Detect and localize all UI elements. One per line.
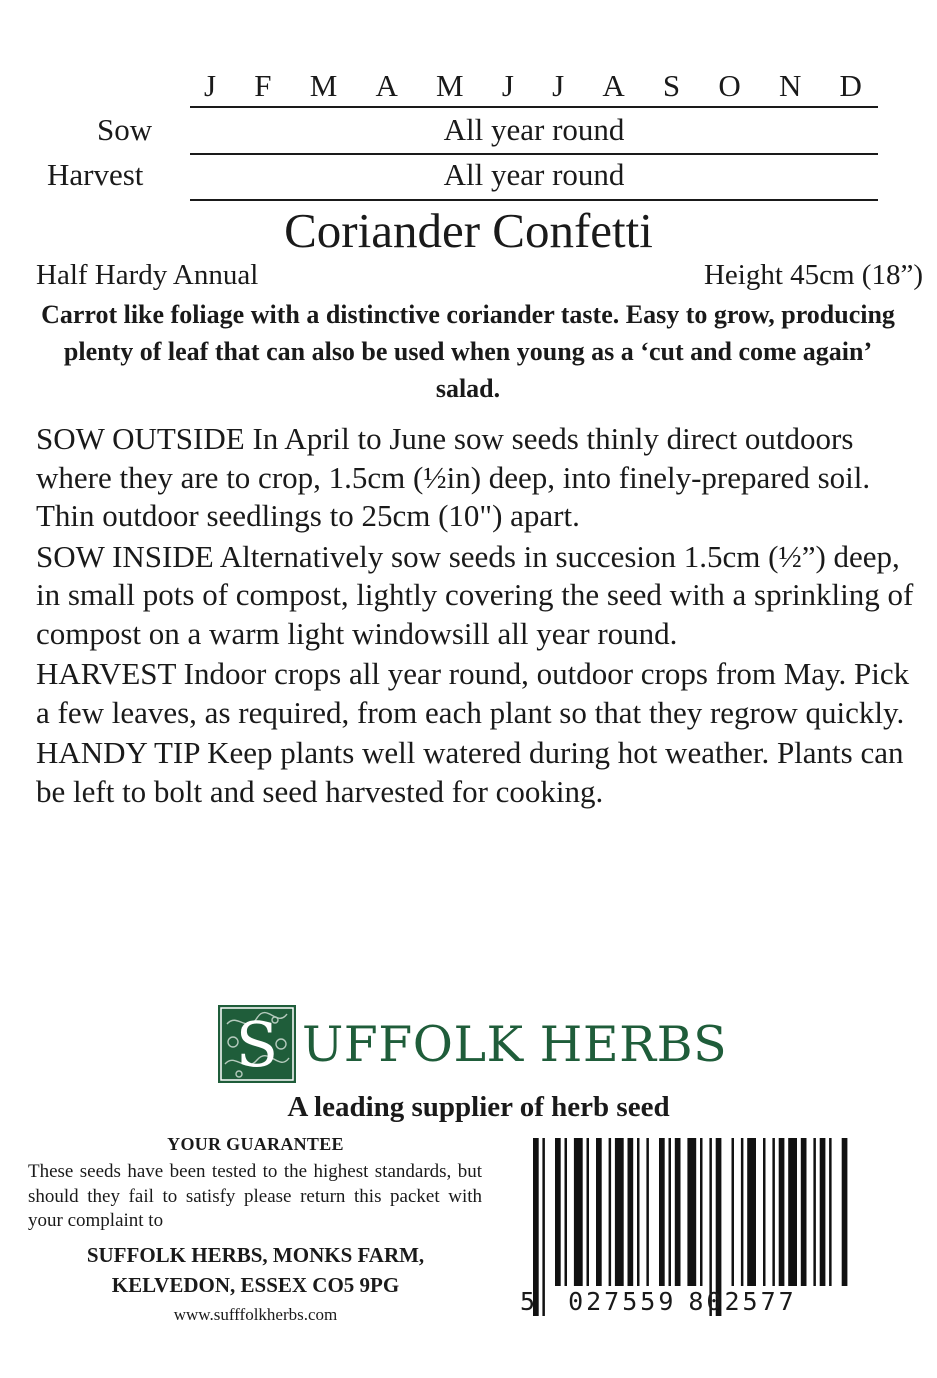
- barcode-bar: [813, 1138, 816, 1286]
- barcode-left-group: 027559: [568, 1287, 677, 1316]
- month-header: [190, 68, 876, 106]
- logo-initial-icon: [217, 1004, 297, 1084]
- product-title: Coriander Confetti: [284, 203, 653, 258]
- barcode-bar: [700, 1138, 703, 1286]
- instruction-sow-outside: [36, 420, 921, 536]
- barcode-bar: [772, 1138, 775, 1286]
- instructions: [36, 420, 921, 813]
- month-5: J: [501, 68, 514, 103]
- instruction-heading: HARVEST: [36, 656, 176, 691]
- month-9: O: [718, 68, 741, 103]
- harvest-value: All year round: [443, 157, 625, 192]
- barcode-bar: [574, 1138, 583, 1286]
- barcode-bar: [732, 1138, 735, 1286]
- barcode-bar: [801, 1138, 807, 1286]
- barcode-bar: [747, 1138, 756, 1286]
- month-11: D: [839, 68, 862, 103]
- product-description: Carrot like foliage with a distinctive coriander taste. Easy to grow, producing plenty of leaf that can also be used when young as a ‘cut and come again’ salad.: [41, 300, 895, 403]
- guarantee-body: These seeds have been tested to the highest standards, but should they fail to satisfy please return this packet with your complaint to: [28, 1161, 482, 1231]
- brand-tagline: A leading supplier of herb seed: [287, 1091, 670, 1123]
- barcode-bar: [587, 1138, 590, 1286]
- barcode-right-group: 802577: [688, 1287, 797, 1316]
- barcode-bar: [842, 1138, 848, 1286]
- month-6: J: [552, 68, 565, 103]
- guarantee-address: [28, 1240, 483, 1300]
- month-8: S: [662, 68, 681, 103]
- barcode-first-digit: 5: [520, 1287, 539, 1316]
- barcode-bar: [555, 1138, 561, 1286]
- barcode-bar: [829, 1138, 832, 1286]
- barcode-bar: [637, 1138, 640, 1286]
- instruction-text: In April to June sow seeds thinly direct outdoors where they are to crop, 1.5cm (½in) deep, into finely-prepared soil. Thin outdoor seedlings to 25cm (10") apart.: [36, 421, 871, 533]
- plant-type: Half Hardy Annual: [36, 259, 259, 291]
- logo-initial-letter: S: [235, 1008, 279, 1081]
- barcode-bar: [763, 1138, 766, 1286]
- month-2: M: [309, 68, 338, 103]
- sow-value: All year round: [443, 112, 625, 147]
- barcode-bar: [659, 1138, 665, 1286]
- instruction-heading: SOW INSIDE: [36, 538, 214, 574]
- guarantee-heading: YOUR GUARANTEE: [167, 1134, 344, 1154]
- barcode-bar: [628, 1138, 634, 1286]
- barcode-bar: [646, 1138, 649, 1286]
- instruction-text: Keep plants well watered during hot weather. Plants can be left to bolt and seed harvested for cooking.: [36, 735, 904, 809]
- barcode-bar: [741, 1138, 744, 1286]
- barcode-bar: [779, 1138, 785, 1286]
- instruction-text: Alternatively sow seeds in succesion 1.5cm (½”) deep, in small pots of compost, lightly covering the seed with a sprinkling of compost on a warm light windowsill all year round.: [36, 538, 914, 651]
- month-7: A: [602, 68, 625, 103]
- barcode-bar: [820, 1138, 826, 1286]
- barcode-bar: [609, 1138, 612, 1286]
- instruction-harvest: [36, 655, 921, 732]
- month-0: J: [204, 68, 217, 103]
- barcode-number: [520, 1287, 856, 1316]
- sow-label: Sow: [97, 112, 153, 147]
- calendar-rule-top: [190, 106, 878, 108]
- barcode-bar: [565, 1138, 568, 1286]
- month-4: M: [436, 68, 464, 103]
- barcode-bar: [675, 1138, 681, 1286]
- address-line-2: KELVEDON, ESSEX CO5 9PG: [111, 1273, 400, 1297]
- barcode-bar: [687, 1138, 696, 1286]
- brand-name: UFFOLK HERBS: [302, 1016, 728, 1073]
- barcode-bar: [615, 1138, 624, 1286]
- barcode-bar: [669, 1138, 672, 1286]
- barcode-bar: [596, 1138, 602, 1286]
- month-1: F: [254, 68, 272, 103]
- instruction-handy-tip: [36, 734, 921, 811]
- month-10: N: [778, 68, 802, 103]
- calendar-rule-bottom: [190, 199, 878, 201]
- instruction-text: Indoor crops all year round, outdoor crops from May. Pick a few leaves, as required, from each plant so that they regrow quickly.: [36, 656, 910, 730]
- address-line-1: SUFFOLK HERBS, MONKS FARM,: [86, 1243, 425, 1267]
- month-3: A: [375, 68, 398, 103]
- harvest-label: Harvest: [47, 157, 144, 192]
- barcode-bar: [788, 1138, 797, 1286]
- instruction-sow-inside: [36, 538, 921, 654]
- plant-height: Height 45cm (18”): [703, 259, 923, 291]
- instruction-heading: HANDY TIP: [36, 735, 200, 770]
- website: www.sufffolkherbs.com: [173, 1305, 338, 1324]
- calendar-rule-middle: [190, 153, 878, 155]
- instruction-heading: SOW OUTSIDE: [36, 421, 245, 456]
